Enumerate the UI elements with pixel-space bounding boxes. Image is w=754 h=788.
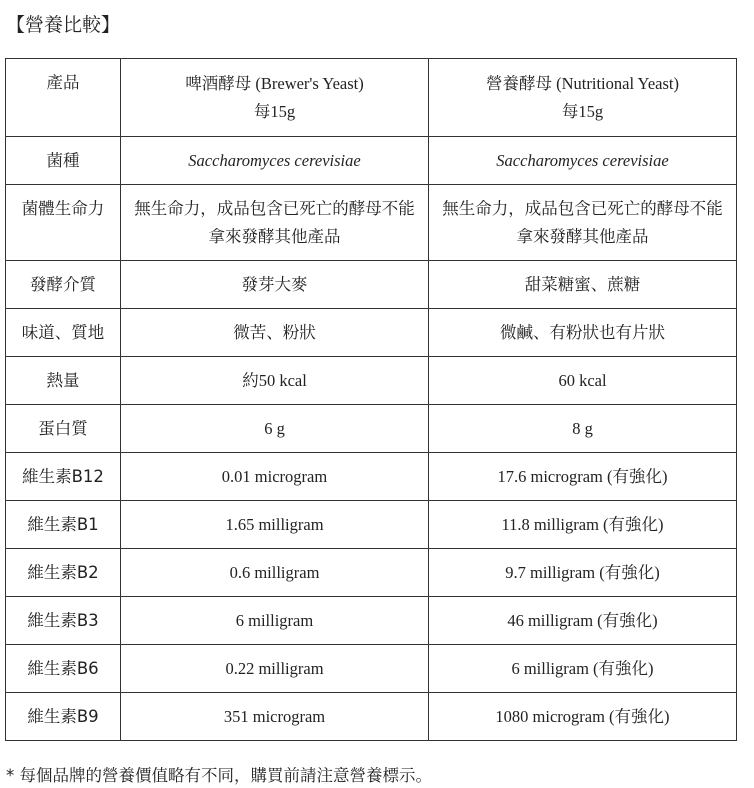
row-label: 熱量 xyxy=(6,357,121,405)
brewers-yeast-serving: 每15g xyxy=(253,101,296,121)
brewers-value: 約50 kcal xyxy=(121,357,429,405)
nutritional-yeast-serving: 每15g xyxy=(561,101,604,121)
row-label: 維生素B2 xyxy=(6,549,121,597)
brewers-value: 0.6 milligram xyxy=(121,549,429,597)
nutritional-value: Saccharomyces cerevisiae xyxy=(429,137,737,185)
brewers-value: 無生命力，成品包含已死亡的酵母不能拿來發酵其他產品 xyxy=(121,185,429,261)
row-label: 菌種 xyxy=(6,137,121,185)
row-label: 味道、質地 xyxy=(6,309,121,357)
brewers-value: 1.65 milligram xyxy=(121,501,429,549)
header-nutritional-cell xyxy=(429,59,737,137)
brewers-value: 6 milligram xyxy=(121,597,429,645)
row-label: 維生素B12 xyxy=(6,453,121,501)
table-row xyxy=(6,405,737,453)
row-label: 維生素B3 xyxy=(6,597,121,645)
header-brewers-cell xyxy=(121,59,429,137)
brewers-value: 6 g xyxy=(121,405,429,453)
brewers-value: Saccharomyces cerevisiae xyxy=(121,137,429,185)
table-row xyxy=(6,309,737,357)
nutritional-value: 1080 microgram (有強化) xyxy=(429,693,737,741)
nutritional-value: 60 kcal xyxy=(429,357,737,405)
table-row xyxy=(6,549,737,597)
brewers-value: 0.01 microgram xyxy=(121,453,429,501)
table-row xyxy=(6,693,737,741)
brewers-value: 發芽大麥 xyxy=(121,261,429,309)
brewers-yeast-name: 啤酒酵母 (Brewer's Yeast) xyxy=(185,73,364,93)
nutritional-value: 11.8 milligram (有強化) xyxy=(429,501,737,549)
nutritional-value: 甜菜糖蜜、蔗糖 xyxy=(429,261,737,309)
table-row xyxy=(6,597,737,645)
row-label: 維生素B1 xyxy=(6,501,121,549)
nutritional-value: 17.6 microgram (有強化) xyxy=(429,453,737,501)
brewers-value: 0.22 milligram xyxy=(121,645,429,693)
table-row xyxy=(6,185,737,261)
nutritional-value: 8 g xyxy=(429,405,737,453)
table-row xyxy=(6,453,737,501)
brewers-value: 微苦、粉狀 xyxy=(121,309,429,357)
footnote: * 每個品牌的營養價值略有不同，購買前請注意營養標示。 xyxy=(6,766,432,785)
table-row xyxy=(6,501,737,549)
row-label: 菌體生命力 xyxy=(6,185,121,261)
header-label-cell xyxy=(6,59,121,137)
brewers-value: 351 microgram xyxy=(121,693,429,741)
nutritional-value: 無生命力，成品包含已死亡的酵母不能拿來發酵其他產品 xyxy=(429,185,737,261)
table-row xyxy=(6,357,737,405)
row-label: 維生素B9 xyxy=(6,693,121,741)
table-row xyxy=(6,645,737,693)
section-heading: 【營養比較】 xyxy=(6,14,121,36)
row-label: 發酵介質 xyxy=(6,261,121,309)
nutritional-value: 微鹹、有粉狀也有片狀 xyxy=(429,309,737,357)
nutritional-value: 9.7 milligram (有強化) xyxy=(429,549,737,597)
row-label: 蛋白質 xyxy=(6,405,121,453)
header-label: 產品 xyxy=(46,73,80,92)
nutritional-value: 46 milligram (有強化) xyxy=(429,597,737,645)
table-header-row xyxy=(6,59,737,137)
nutritional-yeast-name: 營養酵母 (Nutritional Yeast) xyxy=(486,73,679,93)
nutrition-comparison-table xyxy=(5,58,737,741)
nutritional-value: 6 milligram (有強化) xyxy=(429,645,737,693)
table-row xyxy=(6,261,737,309)
table-row xyxy=(6,137,737,185)
row-label: 維生素B6 xyxy=(6,645,121,693)
